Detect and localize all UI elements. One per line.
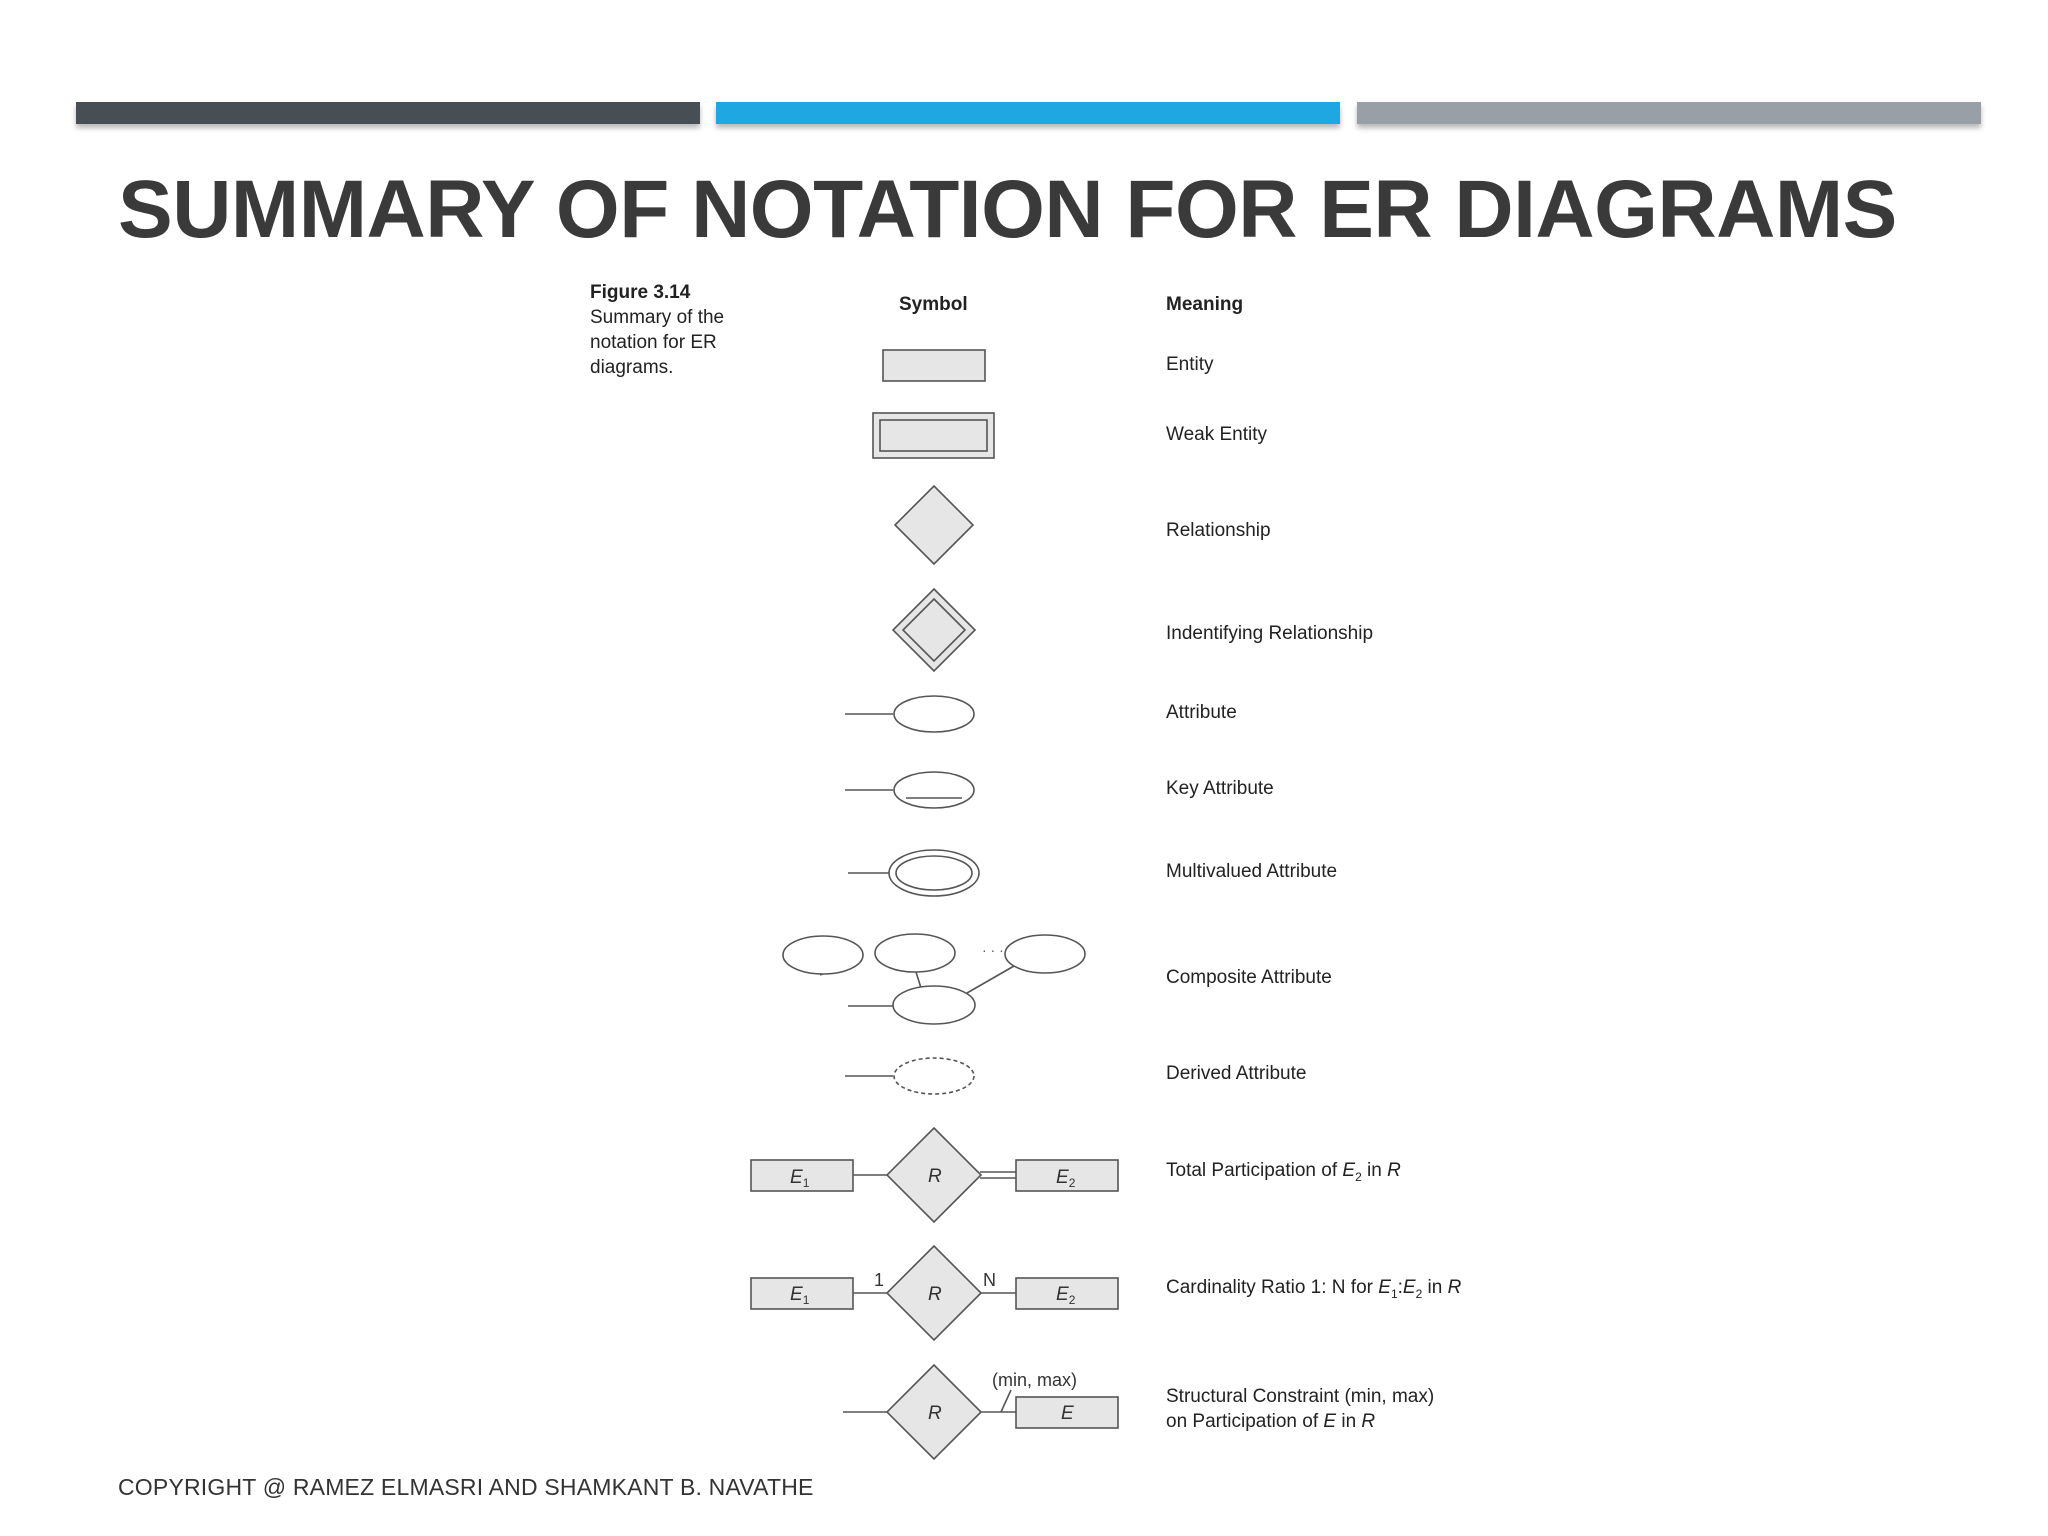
- meaning-subscript: 2: [1415, 1286, 1423, 1301]
- meaning-part: Cardinality Ratio 1: N for: [1166, 1277, 1379, 1298]
- meaning-part: on Participation of: [1166, 1411, 1324, 1432]
- label-sub: 2: [1068, 1293, 1076, 1307]
- meaning-part: in: [1422, 1277, 1448, 1298]
- meaning-part: E: [1323, 1411, 1337, 1432]
- label-sub: 1: [802, 1176, 810, 1190]
- meaning-relationship: Relationship: [1166, 520, 1271, 541]
- cardinality-one-label: 1: [874, 1270, 885, 1290]
- meaning-weak-entity: Weak Entity: [1166, 424, 1268, 445]
- meaning-line: Structural Constraint (min, max): [1166, 1386, 1435, 1407]
- label-sub: 2: [1068, 1176, 1076, 1190]
- entity-e-label: E: [1061, 1403, 1074, 1424]
- meaning-key-attribute: Key Attribute: [1166, 778, 1274, 799]
- identifying-relationship-symbol: [893, 589, 975, 671]
- meaning-part: R: [1361, 1411, 1376, 1432]
- key-attribute-symbol: [845, 772, 974, 808]
- label-e: E: [1056, 1167, 1069, 1188]
- meaning-part: in: [1336, 1411, 1362, 1432]
- meaning-attribute: Attribute: [1166, 702, 1237, 723]
- copyright-footer: COPYRIGHT @ RAMEZ ELMASRI AND SHAMKANT B. NAVATHE: [118, 1474, 814, 1500]
- ellipsis-marker: · · ·: [982, 942, 1004, 958]
- relationship-symbol: [895, 486, 973, 564]
- min-max-label: (min, max): [992, 1370, 1077, 1390]
- caption-line-2: notation for ER: [590, 332, 717, 353]
- label-e: E: [1056, 1284, 1069, 1305]
- meaning-identifying-relationship: Indentifying Relationship: [1166, 623, 1374, 644]
- relationship-r-label: R: [928, 1284, 942, 1305]
- header-symbol: Symbol: [899, 294, 968, 315]
- label-sub: 1: [802, 1293, 810, 1307]
- meaning-part: E: [1402, 1277, 1416, 1298]
- meaning-composite-attribute: Composite Attribute: [1166, 967, 1332, 988]
- multivalued-attribute-symbol: [848, 850, 979, 896]
- meaning-part: R: [1387, 1160, 1401, 1181]
- meaning-part: in: [1361, 1160, 1388, 1181]
- meaning-part: E: [1378, 1277, 1391, 1298]
- derived-attribute-symbol: [845, 1058, 974, 1094]
- meaning-multivalued-attribute: Multivalued Attribute: [1166, 861, 1338, 882]
- label-e: E: [790, 1284, 803, 1305]
- entity-symbol: [883, 350, 985, 381]
- label-e: E: [790, 1167, 803, 1188]
- composite-attribute-symbol: [783, 934, 1085, 1024]
- meaning-part: :: [1397, 1277, 1403, 1298]
- meaning-part: E: [1342, 1160, 1356, 1181]
- relationship-r-label: R: [928, 1403, 942, 1424]
- meaning-subscript: 1: [1390, 1286, 1398, 1301]
- slide-title: SUMMARY OF NOTATION FOR ER DIAGRAMS: [118, 164, 1897, 255]
- meaning-derived-attribute: Derived Attribute: [1166, 1063, 1307, 1084]
- meaning-subscript: 2: [1355, 1169, 1362, 1184]
- relationship-r-label: R: [928, 1166, 942, 1187]
- meaning-part: Total Participation of: [1166, 1160, 1343, 1181]
- meaning-entity: Entity: [1166, 354, 1214, 375]
- cardinality-n-label: N: [983, 1270, 996, 1290]
- caption-line-3: diagrams.: [590, 357, 674, 378]
- meaning-part: R: [1447, 1277, 1462, 1298]
- attribute-symbol: [845, 696, 974, 732]
- header-meaning: Meaning: [1166, 294, 1244, 315]
- caption-line-1: Summary of the: [590, 307, 725, 328]
- figure-number: Figure 3.14: [590, 282, 691, 303]
- weak-entity-symbol: [873, 413, 994, 458]
